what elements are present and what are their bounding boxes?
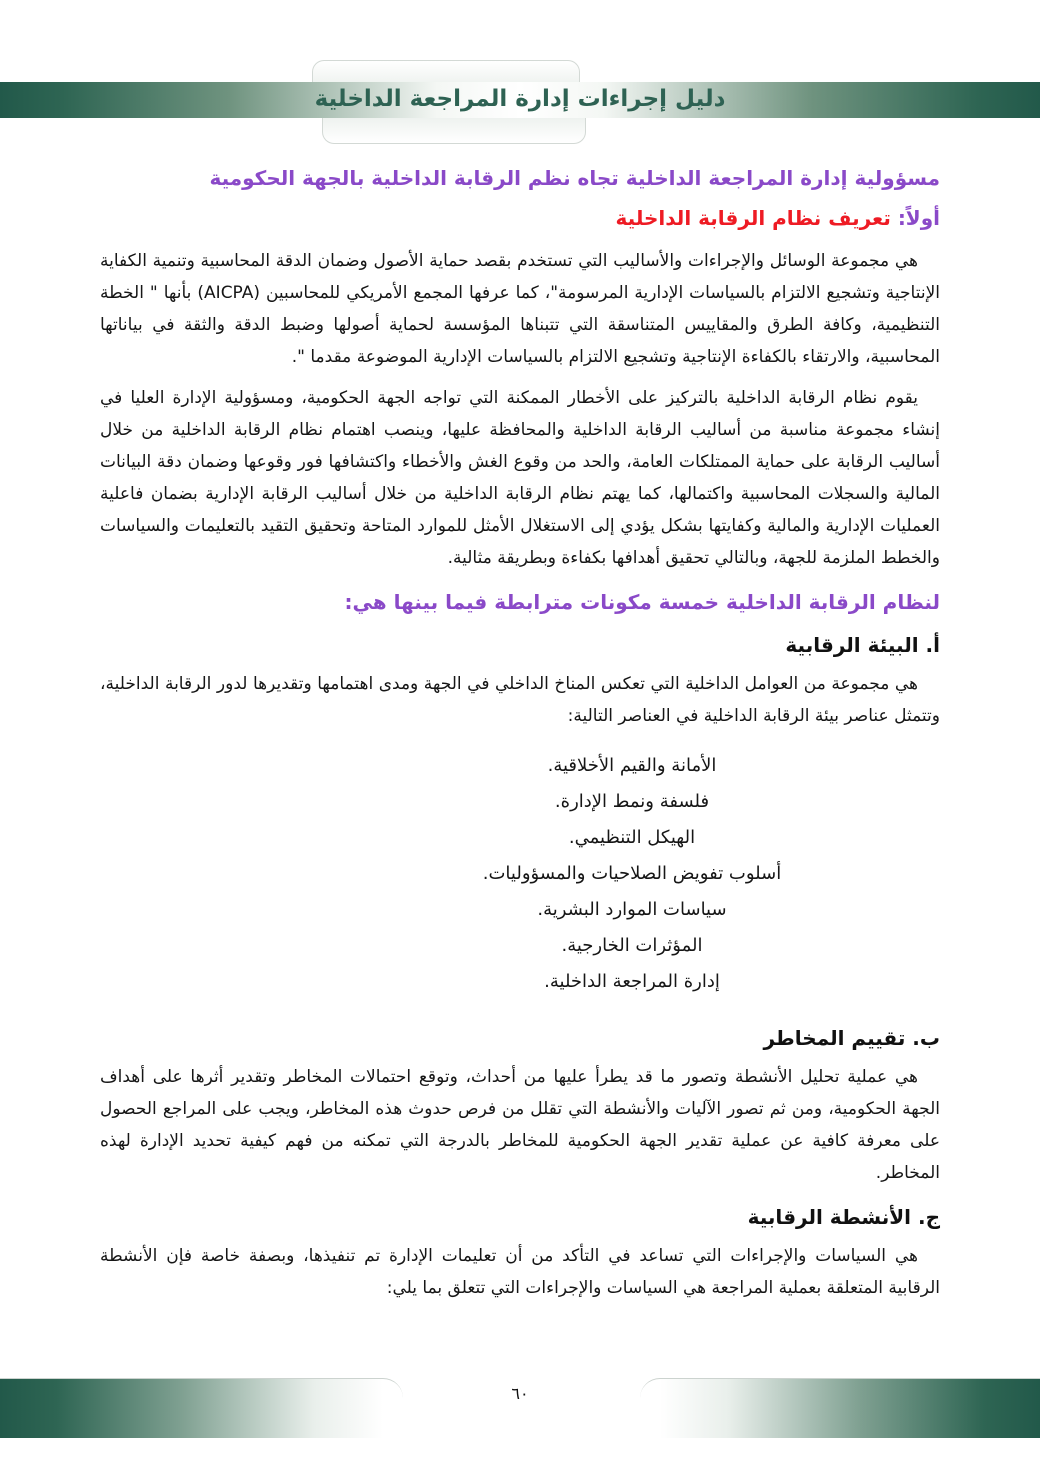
list-item: الأمانة والقيم الأخلاقية.	[547, 755, 717, 776]
list-item: سياسات الموارد البشرية.	[537, 899, 727, 920]
section-b-heading: ب. تقييم المخاطر	[763, 1026, 940, 1050]
page-number: ٦٠	[511, 1384, 529, 1403]
definition-paragraph: هي مجموعة الوسائل والإجراءات والأساليب التي تستخدم بقصد حماية الأصول وضمان الدقة المحاسبية وتنمية الكفاية الإنتاجية وتشجيع الالتزام بالسياسات الإدارية المرسومة"، كما عرفها المجمع الأمريكي للمحاسبين (AICPA) بأنها " الخطة التنظيمية، وكافة الطرق والمقاييس المتناسقة التي تتبناها المؤسسة لحماية أصولها وضبط الدقة والثقة في بياناتها المحاسبية، والارتقاء بالكفاءة الإنتاجية وتشجيع الالتزام بالسياسات الإدارية الموضوعة مقدما ".	[100, 251, 940, 367]
list-item: فلسفة ونمط الإدارة.	[554, 791, 710, 812]
section-a-intro: هي مجموعة من العوامل الداخلية التي تعكس المناخ الداخلي في الجهة ومدى اهتمامها وتقديرها لدور الرقابة الداخلية، وتتمثل عناصر بيئة الرقابة الداخلية في العناصر التالية:	[100, 674, 940, 726]
header-tab-bottom-decoration	[322, 118, 586, 144]
list-item: أسلوب تفويض الصلاحيات والمسؤوليات.	[482, 863, 782, 884]
list-item: المؤثرات الخارجية.	[561, 935, 703, 956]
section-b-paragraph: هي عملية تحليل الأنشطة وتصور ما قد يطرأ عليها من أحداث، وتوقع احتمالات المخاطر وتقدير أثرها على أهداف الجهة الحكومية، ومن ثم تصور الآليات والأنشطة التي تقلل من فرص حدوث هذه المخاطر، ويجب على المراجع الحصول على معرفة كافية عن عملية تقدير الجهة الحكومية للمخاطر بالدرجة التي تمكنه من فهم كيفية تحديد الإدارة لهذه المخاطر.	[100, 1067, 940, 1183]
control-environment-list	[324, 748, 940, 1000]
section-c-paragraph: هي السياسات والإجراءات التي تساعد في التأكد من أن تعليمات الإدارة تم تنفيذها، وبصفة خاصة فإن الأنشطة الرقابية المتعلقة بعملية المراجعة هي السياسات والإجراءات التي تتعلق بما يلي:	[100, 1246, 940, 1298]
list-item: الهيكل التنظيمي.	[568, 827, 696, 848]
first-heading	[100, 203, 940, 233]
first-heading-prefix: أولاً:	[897, 206, 940, 230]
section-c-heading: ج. الأنشطة الرقابية	[747, 1205, 940, 1229]
first-heading-rest: تعريف نظام الرقابة الداخلية	[615, 206, 898, 230]
components-heading: لنظام الرقابة الداخلية خمسة مكونات مترابطة فيما بينها هي:	[344, 590, 940, 614]
list-item: إدارة المراجعة الداخلية.	[544, 971, 720, 992]
system-paragraph: يقوم نظام الرقابة الداخلية بالتركيز على الأخطار الممكنة التي تواجه الجهة الحكومية، ومسؤولية الإدارة العليا في إنشاء مجموعة مناسبة من أساليب الرقابة الداخلية والمحافظة عليها، وينصب اهتمام نظام الرقابة الداخلية من خلال أساليب الرقابة على حماية الممتلكات العامة، والحد من وقوع الغش والأخطاء واكتشافها فور وقوعها وضمان دقة البيانات المالية والسجلات المحاسبية واكتمالها، كما يهتم نظام الرقابة الداخلية من خلال أساليب الرقابة الإدارية بضمان فاعلية العمليات الإدارية والمالية وكفايتها بشكل يؤدي إلى الاستغلال الأمثل للموارد المتاحة وتحقيق التقيد بالتعليمات والسياسات والخطط الملزمة للجهة، وبالتالي تحقيق أهدافها بكفاءة وبطريقة مثالية.	[100, 388, 940, 568]
document-title: دليل إجراءات إدارة المراجعة الداخلية	[314, 86, 726, 112]
page-content	[100, 163, 940, 1304]
section-a-heading: أ. البيئة الرقابية	[785, 633, 940, 657]
main-heading: مسؤولية إدارة المراجعة الداخلية تجاه نظم الرقابة الداخلية بالجهة الحكومية	[209, 166, 940, 190]
